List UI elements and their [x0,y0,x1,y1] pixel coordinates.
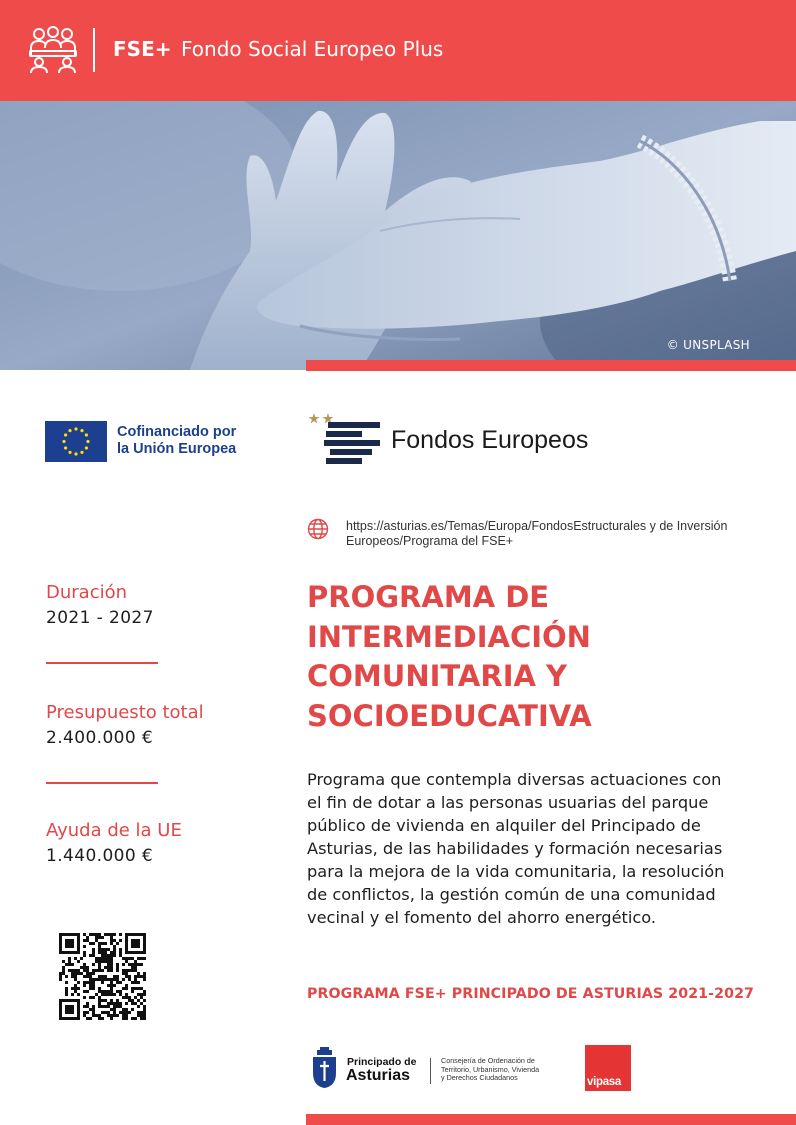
asturias-big-text: Asturias [346,1067,411,1084]
stat-divider-2 [46,782,158,784]
asturias-shield-icon [311,1045,338,1089]
eu-line-2: la Unión Europea [117,441,237,457]
eu-aid-label: Ayuda de la UE [46,820,182,841]
asturias-small-text: Principado de [347,1056,417,1068]
brand-label: FSE+ [113,37,172,61]
hands-photo [0,101,796,370]
stat-divider-1 [46,662,158,664]
program-url[interactable]: https://asturias.es/Temas/Europa/FondosEstructurales y de Inversión Europeos/Programa del FSE+ [346,519,728,548]
department-line: Consejería de Ordenación de [441,1056,535,1065]
qr-code[interactable] [59,933,146,1020]
description-line: el fin de dotar a las personas usuarias del parque [307,793,709,812]
description-line: Asturias, de las habilidades y formación necesarias [307,839,723,858]
hero-image [0,101,796,370]
fondos-europeos-text: Fondos Europeos [391,426,589,454]
accent-bar-top [306,360,796,371]
people-meeting-icon [28,26,78,74]
title-line: SOCIOEDUCATIVA [307,698,592,733]
department-text [441,1057,539,1083]
eu-cofinanced-text [117,424,236,458]
title-line: COMUNITARIA Y [307,659,568,693]
title-line: PROGRAMA DE [307,580,550,614]
duration-value: 2021 - 2027 [46,608,154,628]
program-description [307,768,777,929]
budget-label: Presupuesto total [46,702,204,723]
title-line: INTERMEDIACIÓN [307,619,591,654]
description-line: Programa que contempla diversas actuaciones con [307,770,722,789]
accent-bar-bottom [306,1114,796,1125]
description-line: para la mejora de la vida comunitaria, la resolución [307,862,725,881]
eu-flag-icon [45,421,107,462]
globe-icon [307,518,329,540]
description-line: vecinal y el fomento del ahorro energético. [307,908,657,927]
program-name: PROGRAMA FSE+ PRINCIPADO DE ASTURIAS 2021-2027 [307,986,755,1002]
vipasa-text: vipasa [587,1076,622,1088]
description-line: público de vivienda en alquiler del Principado de [307,816,701,835]
header-bar [0,0,796,101]
footer-divider [430,1058,431,1084]
eu-line-1: Cofinanciado por [117,424,237,440]
fondos-europeos-logo-icon [306,410,382,466]
duration-label: Duración [46,582,128,603]
department-line: y Derechos Ciudadanos [441,1073,518,1083]
description-line: de conflictos, la gestión común de una comunidad [307,885,716,904]
eu-aid-value: 1.440.000 € [46,846,154,866]
fund-name: Fondo Social Europeo Plus [181,37,444,61]
budget-value: 2.400.000 € [46,728,154,748]
department-line: Territorio, Urbanismo, Vivienda [441,1064,540,1074]
vipasa-logo [585,1045,631,1091]
program-title [307,578,777,736]
photo-credit: © UNSPLASH [666,338,750,352]
header-divider [93,28,95,72]
